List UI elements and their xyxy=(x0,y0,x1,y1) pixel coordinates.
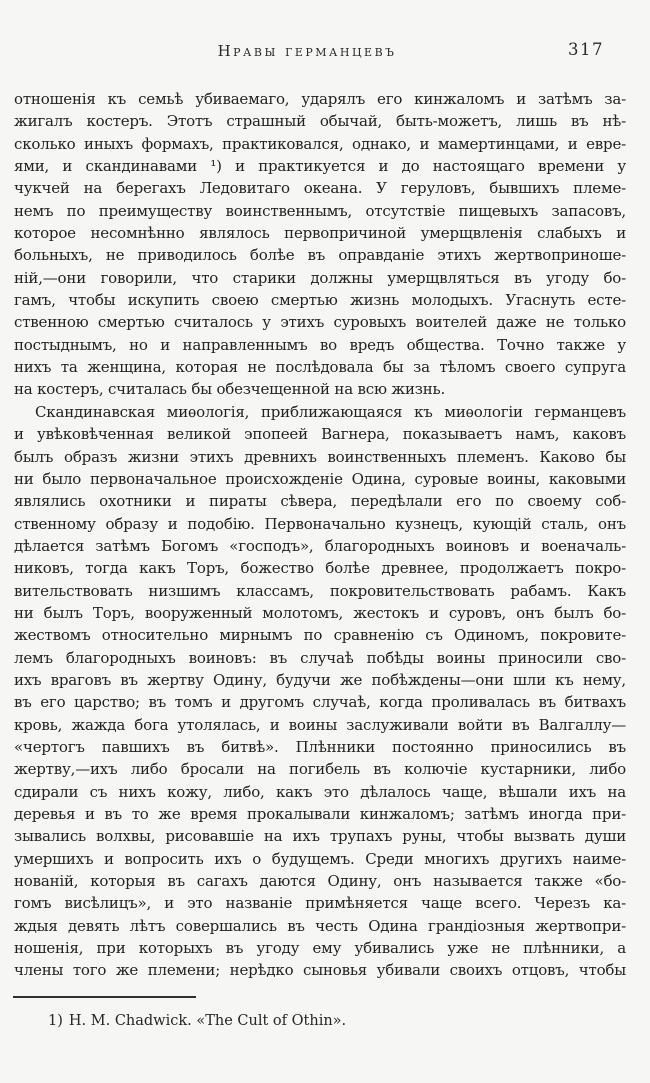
text-line: лемъ благородныхъ воиновъ: въ случаѣ побѣды воины приносили сво- xyxy=(14,648,626,667)
page-number: 317 xyxy=(568,40,604,59)
text-line: дѣлается затѣмъ Богомъ «господъ», благородныхъ воиновъ и военачаль- xyxy=(14,536,626,555)
text-line: ждыя девять лѣтъ совершались въ честь Одина грандіозныя жертвопри- xyxy=(14,916,626,935)
text-line: жертву,—ихъ либо бросали на погибель въ колючіе кустарники, либо xyxy=(14,760,626,779)
text-line: кровь, жажда бога утолялась, и воины заслуживали войти въ Валгаллу— xyxy=(14,715,626,734)
text-line: былъ образъ жизни этихъ древнихъ воинственныхъ племенъ. Каково бы xyxy=(14,447,626,466)
text-line: ственною смертью считалось у этихъ суровыхъ воителей даже не только xyxy=(14,313,626,332)
text-line: нованій, которыя въ сагахъ даются Одину, онъ называется также «бо- xyxy=(14,872,626,891)
text-line: постыднымъ, но и направленнымъ во вредъ общества. Точно также у xyxy=(14,335,626,354)
text-line: гамъ, чтобы искупить своею смертью жизнь молодыхъ. Угаснуть есте- xyxy=(14,291,626,310)
text-line: въ его царство; въ томъ и другомъ случаѣ, когда проливалась въ битвахъ xyxy=(14,693,626,712)
text-line: умершихъ и вопросить ихъ о будущемъ. Среди многихъ другихъ наиме- xyxy=(14,849,626,868)
text-line: вительствовать низшимъ классамъ, покровительствовать рабамъ. Какъ xyxy=(14,581,626,600)
footnote-marker: 1) xyxy=(48,1013,63,1029)
text-line: являлись охотники и пираты сѣвера, передѣлали его по своему соб- xyxy=(14,492,626,511)
text-line: на костеръ, считалась бы обезчещенной на всю жизнь. xyxy=(14,380,446,399)
text-line: жигалъ костеръ. Этотъ страшный обычай, быть-можетъ, лишь въ нѣ- xyxy=(14,112,626,131)
text-line: ихъ враговъ въ жертву Одину, будучи же побѣждены—они шли къ нему, xyxy=(14,670,626,689)
footnote-separator xyxy=(13,996,196,998)
page-header xyxy=(0,42,650,64)
text-line: ни было первоначальное происхожденіе Одина, суровые воины, каковыми xyxy=(14,469,626,488)
text-line: никовъ, тогда какъ Торъ, божество болѣе древнее, продолжаетъ покро- xyxy=(14,559,626,578)
text-line: зывались волхвы, рисовавшіе на ихъ трупахъ руны, чтобы вызвать души xyxy=(14,827,626,846)
text-line: сколько иныхъ формахъ, практиковался, однако, и мамертинцами, и евре- xyxy=(14,134,626,153)
text-line: чукчей на берегахъ Ледовитаго океана. У геруловъ, бывшихъ племе- xyxy=(14,179,626,198)
text-line: деревья и въ то же время прокалывали кинжаломъ; затѣмъ иногда при- xyxy=(14,805,626,823)
text-line: и увѣковѣченная великой эпопеей Вагнера, показываетъ намъ, каковъ xyxy=(14,425,626,444)
footnote-text: H. M. Chadwick. «The Cult of Othin». xyxy=(68,1013,347,1029)
text-line: ній,—они говорили, что старики должны умерщвляться въ угоду бо- xyxy=(14,268,626,287)
text-line: ни былъ Торъ, вооруженный молотомъ, жестокъ и суровъ, онъ былъ бо- xyxy=(14,603,626,622)
running-title: Нравы германцевъ xyxy=(217,42,397,60)
text-line: больныхъ, не приводилось болѣе въ оправданіе этихъ жертвоприноше- xyxy=(14,246,626,265)
text-line: ношенія, при которыхъ въ угоду ему убивались уже не плѣнники, а xyxy=(14,939,626,958)
text-line: члены того же племени; нерѣдко сыновья убивали своихъ отцовъ, чтобы xyxy=(14,961,626,980)
text-line: сдирали съ нихъ кожу, либо, какъ это дѣлалось чаще, вѣшали ихъ на xyxy=(14,782,626,801)
text-line: «чертогъ павшихъ въ битвѣ». Плѣнники постоянно приносились въ xyxy=(14,737,626,756)
footnote xyxy=(14,1013,626,1029)
text-line: немъ по преимуществу воинственнымъ, отсутствіе пищевыхъ запасовъ, xyxy=(14,201,626,220)
text-line: гомъ висѣлицъ», и это названіе примѣняется чаще всего. Черезъ ка- xyxy=(14,894,626,913)
text-line: отношенія къ семьѣ убиваемаго, ударялъ его кинжаломъ и затѣмъ за- xyxy=(14,90,626,108)
text-line: ственному образу и подобію. Первоначально кузнецъ, кующій сталь, онъ xyxy=(14,514,626,533)
body-text xyxy=(14,88,626,982)
text-line: Скандинавская миѳологія, приближающаяся къ миѳологіи германцевъ xyxy=(35,402,626,421)
text-line: ями, и скандинавами ¹) и практикуется и до настоящаго времени у xyxy=(14,157,626,176)
text-line: жествомъ относительно мирнымъ по сравненію съ Одиномъ, покровите- xyxy=(14,626,626,645)
text-line: нихъ та женщина, которая не послѣдовала бы за тѣломъ своего супруга xyxy=(14,358,626,377)
text-line: которое несомнѣнно являлось первопричиной умерщвленія слабыхъ и xyxy=(14,224,626,243)
